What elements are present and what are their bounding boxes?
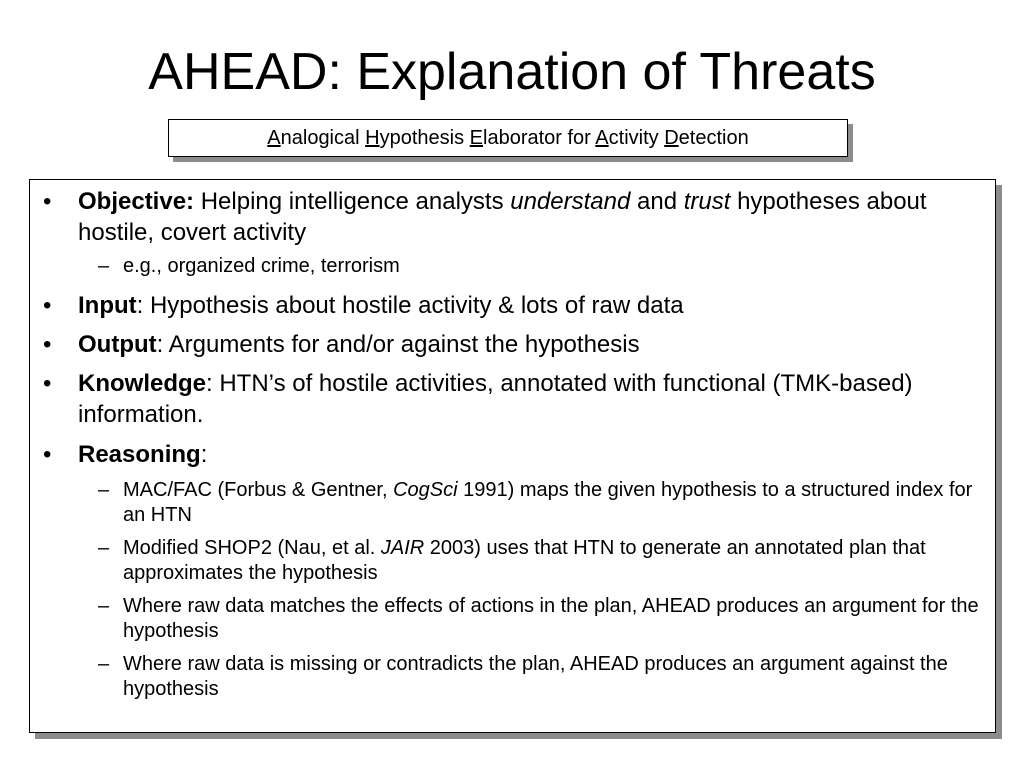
- bullet-text: 1991) maps the given hypothesis to a structured index for an HTN: [123, 479, 973, 526]
- bullet-text: : Hypothesis about hostile activity & lots of raw data: [136, 292, 684, 319]
- acronym-letter: E: [469, 127, 483, 149]
- bullet-text: MAC/FAC (Forbus & Gentner,: [123, 479, 394, 501]
- bullet-knowledge: [30, 368, 995, 430]
- emphasis-text: understand: [510, 188, 631, 215]
- sub-bullet-macfac: [30, 478, 995, 528]
- acronym-word: ypothesis: [379, 127, 470, 149]
- sub-bullet-contradicts: – Where raw data is missing or contradicts the plan, AHEAD produces an argument against the hypothesis: [30, 652, 995, 702]
- acronym-letter: D: [664, 127, 679, 149]
- acronym-word: nalogical: [280, 127, 366, 149]
- bullet-text: : Arguments for and/or against the hypothesis: [156, 331, 640, 358]
- emphasis-text: CogSci: [393, 479, 458, 501]
- acronym-letter: H: [365, 127, 380, 149]
- acronym-word: ctivity: [608, 127, 665, 149]
- bullet-text: and: [630, 188, 684, 215]
- acronym-letter: A: [595, 127, 609, 149]
- bullet-label: Reasoning: [78, 441, 201, 468]
- sub-bullet-examples: – e.g., organized crime, terrorism: [30, 254, 995, 279]
- bullet-input: [30, 290, 995, 321]
- bullet-reasoning: [30, 439, 995, 470]
- bullet-text: Helping intelligence analysts: [194, 188, 511, 215]
- acronym-expansion-box: [168, 119, 848, 157]
- bullet-text: hypotheses about hostile, covert activity: [78, 188, 927, 246]
- sub-bullet-matches: – Where raw data matches the effects of actions in the plan, AHEAD produces an argument for the hypothesis: [30, 594, 995, 644]
- bullet-label: Input: [78, 292, 137, 319]
- acronym-word: laborator for: [483, 127, 596, 149]
- bullet-text: :: [200, 441, 208, 468]
- bullet-output: [30, 329, 995, 360]
- emphasis-text: JAIR: [380, 537, 425, 559]
- bullet-label: Output: [78, 331, 157, 358]
- acronym-word: etection: [678, 127, 749, 149]
- bullet-text: Modified SHOP2 (Nau, et al.: [123, 537, 381, 559]
- bullet-text: 2003) uses that HTN to generate an annotated plan that approximates the hypothesis: [123, 537, 926, 584]
- bullet-label: Knowledge: [78, 370, 207, 397]
- bullet-label: Objective:: [78, 188, 195, 215]
- slide-title: AHEAD: Explanation of Threats: [148, 43, 876, 101]
- emphasis-text: trust: [683, 188, 731, 215]
- bullet-objective: [30, 186, 995, 248]
- content-box: [29, 179, 996, 733]
- acronym-letter: A: [267, 127, 281, 149]
- bullet-text: : HTN’s of hostile activities, annotated with functional (TMK-based) information.: [78, 370, 913, 428]
- bullet-list: [30, 180, 995, 702]
- sub-bullet-shop2: [30, 536, 995, 586]
